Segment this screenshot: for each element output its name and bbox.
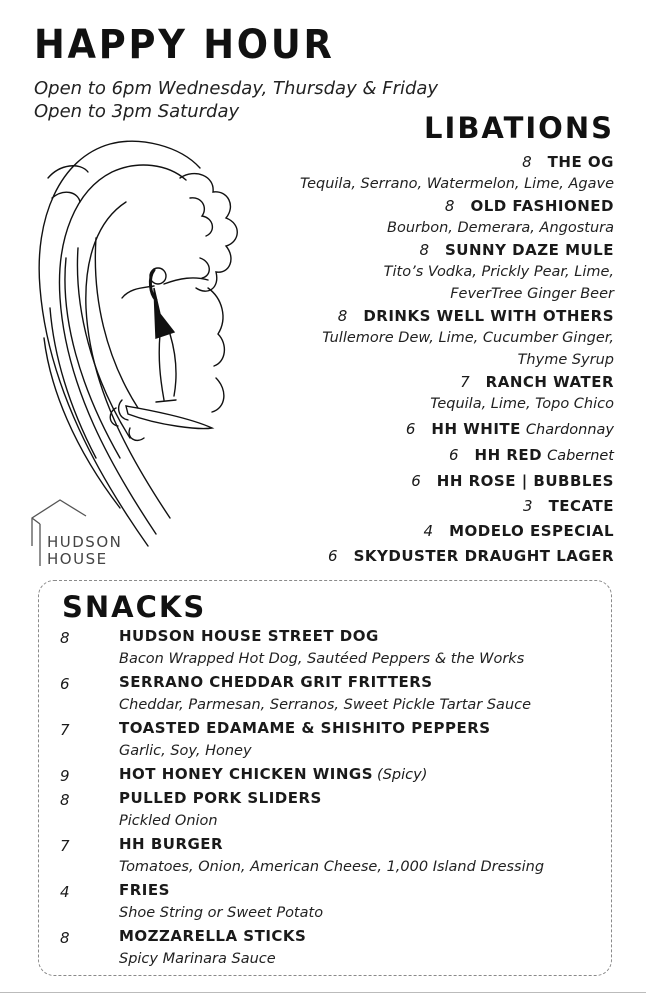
snack-item (60, 765, 600, 789)
snack-price: 8 (60, 791, 70, 809)
drink-item (214, 151, 614, 173)
snacks-list (60, 627, 600, 973)
drink-item (214, 470, 614, 492)
snack-price: 4 (60, 883, 70, 901)
snack-item (60, 673, 600, 719)
snack-item (60, 627, 600, 673)
drink-name: HH ROSE | BUBBLES (436, 472, 614, 490)
snack-price: 7 (60, 721, 70, 739)
drink-name: RANCH WATER (485, 373, 614, 391)
snack-name: SERRANO CHEDDAR GRIT FRITTERS (119, 673, 433, 691)
drink-price: 6 (405, 420, 416, 438)
drink-description: Bourbon, Demerara, Angostura (387, 220, 614, 236)
snack-name: HUDSON HOUSE STREET DOG (119, 627, 379, 645)
snack-name: MOZZARELLA STICKS (119, 927, 307, 945)
drink-name: OLD FASHIONED (470, 197, 614, 215)
drink-description: Tullemore Dew, Lime, Cucumber Ginger, (322, 330, 614, 346)
snack-description: Bacon Wrapped Hot Dog, Sautéed Peppers & the Works (119, 651, 525, 667)
drink-item (214, 418, 614, 441)
logo-text-house: HOUSE (47, 550, 108, 568)
hours-line-saturday: Open to 3pm Saturday (34, 101, 240, 122)
drink-item (214, 520, 614, 542)
snack-item (60, 719, 600, 765)
drink-price: 6 (411, 472, 421, 490)
drink-name: SKYDUSTER DRAUGHT LAGER (353, 547, 614, 565)
snack-name: TOASTED EDAMAME & SHISHITO PEPPERS (119, 719, 491, 737)
drink-price: 8 (419, 241, 429, 259)
drink-name: HH WHITE (431, 420, 521, 438)
drink-description: Thyme Syrup (517, 352, 614, 368)
drink-price: 4 (423, 522, 434, 540)
drink-item (214, 444, 614, 467)
page-bottom-rule (0, 992, 646, 993)
drink-item (214, 239, 614, 261)
snack-item (60, 835, 600, 881)
snack-item (60, 789, 600, 835)
snack-name: HH BURGER (119, 835, 224, 853)
drink-price: 8 (444, 197, 455, 215)
snack-description: Tomatoes, Onion, American Cheese, 1,000 Island Dressing (119, 859, 545, 875)
hours-line-weekday: Open to 6pm Wednesday, Thursday & Friday (34, 78, 439, 99)
drink-item (214, 371, 614, 393)
snack-name (119, 765, 427, 783)
snack-note: (Spicy) (377, 767, 428, 783)
snack-price: 6 (60, 675, 70, 693)
drink-name: DRINKS WELL WITH OTHERS (363, 307, 614, 325)
drink-price: 3 (523, 497, 533, 515)
drink-price: 6 (448, 446, 459, 464)
drink-item (214, 495, 614, 517)
drink-price: 8 (522, 153, 532, 171)
libations-heading: LIBATIONS (424, 111, 614, 145)
libations-list (214, 151, 614, 567)
snack-price: 7 (60, 837, 70, 855)
logo-text-hudson: HUDSON (47, 533, 123, 551)
page-title: HAPPY HOUR (34, 22, 335, 68)
snack-description: Spicy Marinara Sauce (119, 951, 276, 967)
drink-description: Tequila, Serrano, Watermelon, Lime, Agave (300, 176, 614, 192)
snack-name: FRIES (119, 881, 170, 899)
snack-price: 9 (60, 767, 70, 785)
snack-price: 8 (60, 629, 70, 647)
snack-description: Shoe String or Sweet Potato (119, 905, 324, 921)
drink-item (214, 305, 614, 327)
drink-name: HH RED (474, 446, 543, 464)
drink-price: 7 (460, 373, 470, 391)
drink-item (214, 545, 614, 567)
drink-description: FeverTree Ginger Beer (450, 286, 614, 302)
snack-name-text: HOT HONEY CHICKEN WINGS (119, 765, 374, 783)
drink-price: 6 (328, 547, 338, 565)
snack-item (60, 881, 600, 927)
snack-description: Garlic, Soy, Honey (119, 743, 252, 759)
snack-description: Pickled Onion (119, 813, 218, 829)
snack-item (60, 927, 600, 973)
drink-name: MODELO ESPECIAL (449, 522, 614, 540)
drink-name: TECATE (548, 497, 614, 515)
drink-item (214, 195, 614, 217)
drink-description: Tequila, Lime, Topo Chico (430, 396, 614, 412)
drink-price: 8 (337, 307, 348, 325)
snack-description: Cheddar, Parmesan, Serranos, Sweet Pickle Tartar Sauce (119, 697, 532, 713)
drink-inline-description: Chardonnay (525, 422, 614, 438)
snack-name: PULLED PORK SLIDERS (119, 789, 322, 807)
drink-name: SUNNY DAZE MULE (445, 241, 614, 259)
drink-name: THE OG (547, 153, 614, 171)
snacks-heading: SNACKS (62, 590, 207, 624)
snack-price: 8 (60, 929, 70, 947)
drink-inline-description: Cabernet (547, 448, 614, 464)
drink-description: Tito’s Vodka, Prickly Pear, Lime, (383, 264, 614, 280)
